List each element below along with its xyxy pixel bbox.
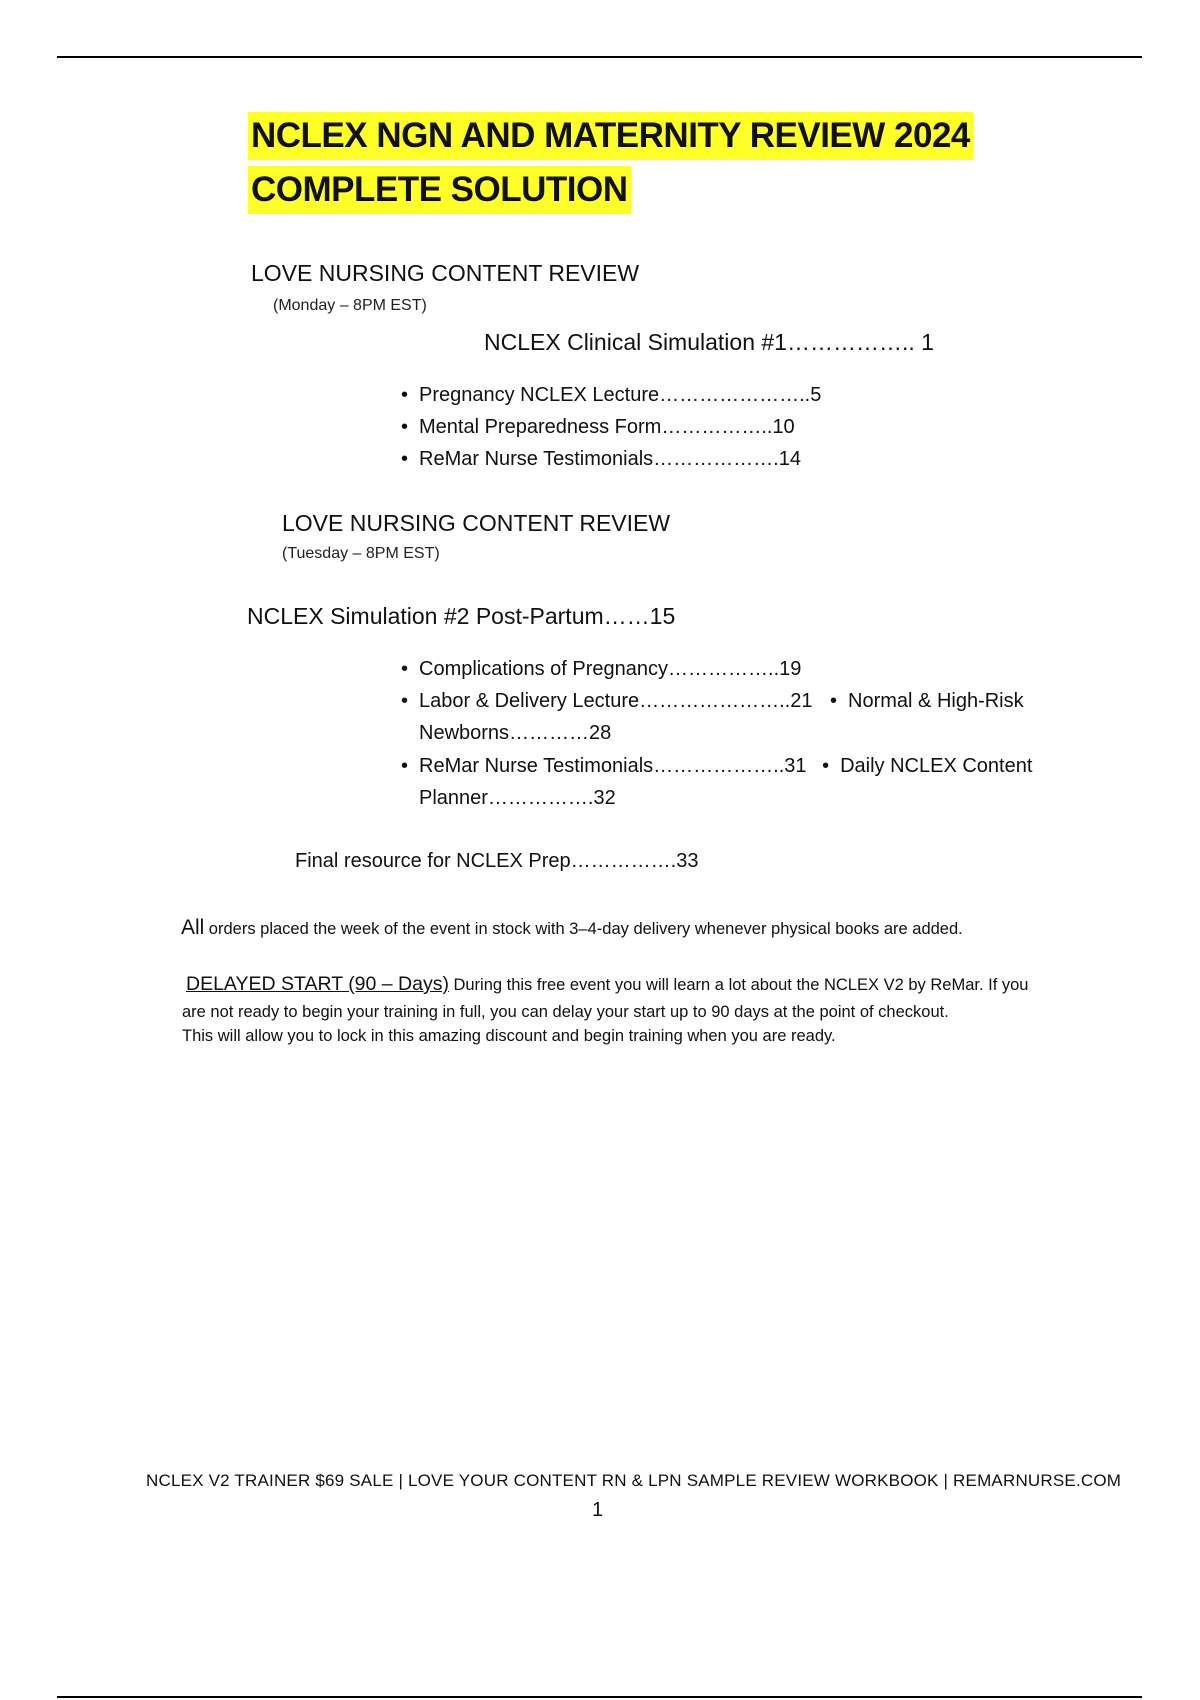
top-rule [57,56,1142,58]
orders-note-lead: All [181,916,205,939]
delayed-start-line2: are not ready to begin your training in full, you can delay your start up to 90 days at the point of checkout. [182,1003,949,1021]
delayed-start-line1 [186,973,1028,996]
bottom-rule [57,1696,1142,1698]
section2-list-item-continuation: Newborns…………28 [419,722,612,744]
document-title-line-1: NCLEX NGN AND MATERNITY REVIEW 2024 [248,112,973,160]
section2-list-item [401,690,1024,713]
final-resource: Final resource for NCLEX Prep…………….33 [295,850,699,872]
list-item-text: ReMar Nurse Testimonials……………….14 [419,448,801,470]
orders-note [181,916,963,940]
section2-simulation: NCLEX Simulation #2 Post-Partum……15 [247,603,676,629]
orders-note-text: orders placed the week of the event in stock with 3–4-day delivery whenever physical books are added. [208,920,963,938]
list-item-text: ReMar Nurse Testimonials………………..31 [419,755,807,777]
section2-subheading: (Tuesday – 8PM EST) [282,545,440,562]
list-item-text: Pregnancy NCLEX Lecture…………………..5 [419,384,822,406]
section1-heading: LOVE NURSING CONTENT REVIEW [251,260,640,286]
section2-list-item-continuation: Planner…………….32 [419,787,616,809]
bullet-icon: • [401,384,409,406]
footer-text: NCLEX V2 TRAINER $69 SALE | LOVE YOUR CONTENT RN & LPN SAMPLE REVIEW WORKBOOK | REMARNURSE.COM [146,1471,1122,1490]
section2-heading: LOVE NURSING CONTENT REVIEW [282,510,671,536]
section1-subheading: (Monday – 8PM EST) [273,297,427,314]
list-item-text: Mental Preparedness Form……………..10 [419,416,795,438]
delayed-start-label: DELAYED START (90 – Days) [186,973,449,995]
delayed-start-line3: This will allow you to lock in this amazing discount and begin training when you are ready. [182,1027,836,1045]
bullet-icon: • [822,755,830,777]
delayed-start-text: During this free event you will learn a lot about the NCLEX V2 by ReMar. If you [453,976,1029,994]
document-title-line-2: COMPLETE SOLUTION [248,166,631,214]
section1-list-item [401,416,795,439]
section1-list-item [401,384,821,407]
bullet-icon: • [401,658,409,680]
bullet-icon: • [401,448,409,470]
list-item-text: Complications of Pregnancy……………..19 [419,658,802,680]
section1-list-item [401,448,801,471]
section2-list-item [401,658,801,681]
bullet-icon: • [401,416,409,438]
list-item-text: Labor & Delivery Lecture…………………..21 [419,690,813,712]
section1-simulation: NCLEX Clinical Simulation #1…………….. 1 [484,329,934,355]
bullet-icon: • [401,755,409,777]
bullet-icon: • [401,690,409,712]
bullet-icon: • [830,690,838,712]
section2-list-item [401,755,1032,778]
page-number: 1 [592,1499,604,1521]
list-item-text: Daily NCLEX Content [840,755,1033,777]
list-item-text: Normal & High-Risk [848,690,1024,712]
